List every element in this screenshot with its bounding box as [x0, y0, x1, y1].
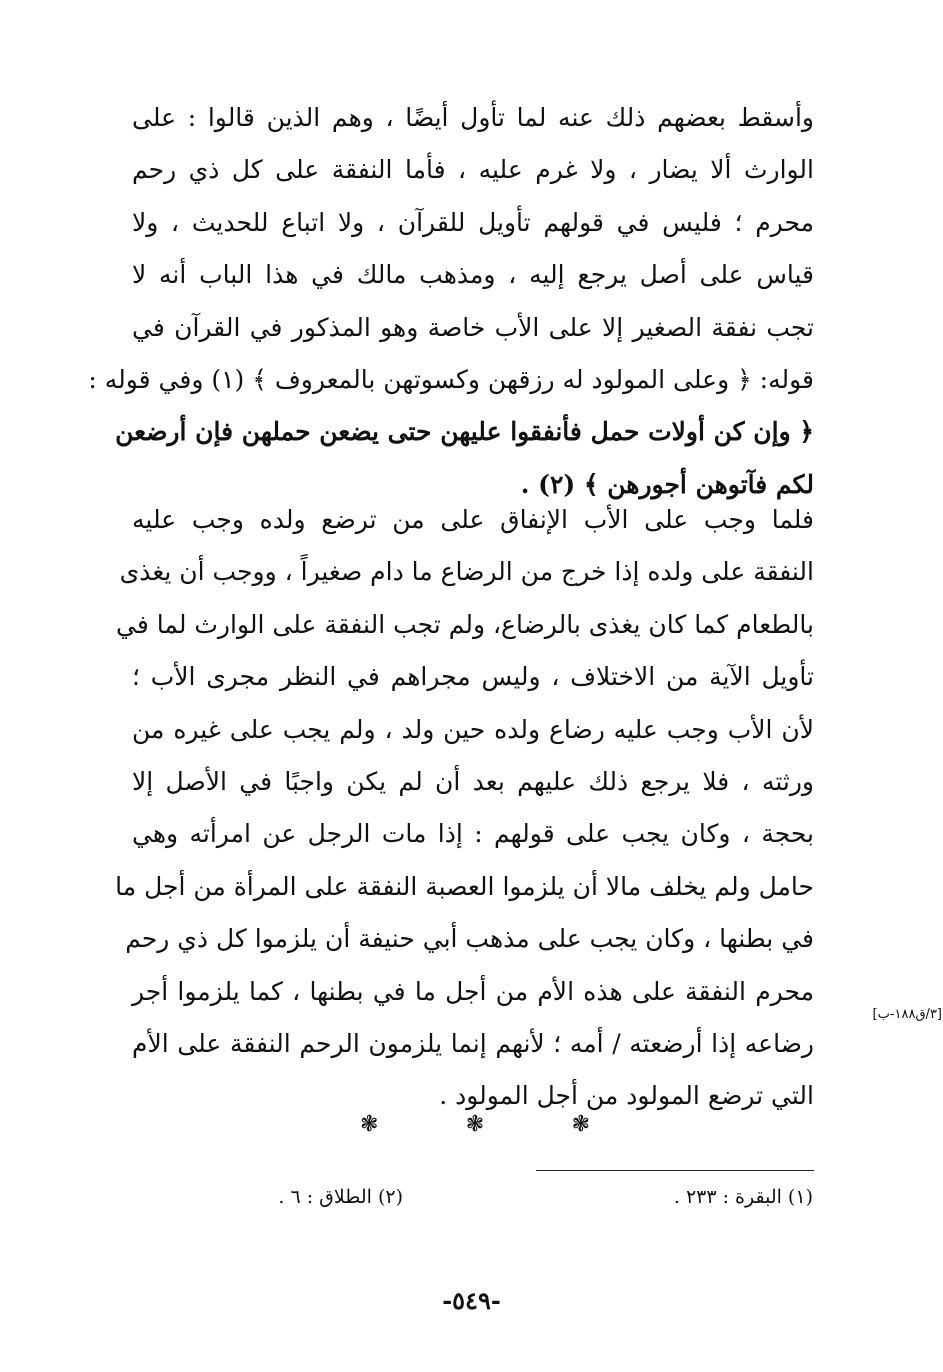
text-line: لأن الأب وجب عليه رضاع ولده حين ولد ، ولم يجب على غيره من	[132, 714, 814, 744]
paragraph-2	[115, 494, 815, 1123]
separator-star-icon: ❃	[571, 1112, 590, 1137]
text-line: فلما وجب على الأب الإنفاق على من ترضع ولده وجب عليه	[132, 505, 815, 534]
text-line: بحجة ، وكان يجب على قولهم : إذا مات الرجل عن امرأته وهي	[132, 819, 814, 849]
text-line: رضاعه إذا أرضعته / أمه ؛ لأنهم إنما يلزمون الرحم النفقة على الأم	[132, 1028, 814, 1058]
text-line: وأسقط بعضهم ذلك عنه لما تأول أيضًا ، وهم الذين قالوا : على	[132, 103, 814, 132]
text-line: تأويل الآية من الاختلاف ، وليس مجراهم في النظر مجرى الأب ؛	[132, 662, 814, 692]
text-line: محرم ؛ فليس في قولهم تأويل للقرآن ، ولا اتباع للحديث ، ولا	[132, 207, 814, 237]
text-line: لكم فآتوهن أجورهن ﴾ (٢) .	[520, 469, 814, 499]
footnote-2: (٢) الطلاق : ٦ .	[278, 1186, 403, 1208]
text-line: في بطنها ، وكان يجب على مذهب أبي حنيفة أن يلزموا كل ذي رحم	[125, 924, 814, 954]
text-line: ورثته ، فلا يرجع ذلك عليهم بعد أن لم يكن واجبًا في الأصل إلا	[132, 766, 814, 796]
text-line: تجب نفقة الصغير إلا على الأب خاصة وهو المذكور في القرآن في	[132, 312, 814, 342]
paragraph-1	[88, 92, 814, 511]
text-line: حامل ولم يخلف مالا أن يلزموا العصبة النفقة على المرأة من أجل ما	[115, 871, 814, 901]
page-number: -٥٤٩-	[442, 1286, 501, 1315]
text-line: ﴿ وإن كن أولات حمل فأنفقوا عليهن حتى يضعن حملهن فإن أرضعن	[115, 417, 814, 447]
text-line: بالطعام كما كان يغذى بالرضاع، ولم تجب النفقة على الوارث لما في	[116, 609, 814, 639]
separator-star-icon: ❃	[465, 1112, 485, 1137]
manuscript-folio-note: [٣/ق١٨٨-ب]	[872, 1007, 942, 1022]
text-line: قوله: ﴿ وعلى المولود له رزقهن وكسوتهن بالمعروف ﴾ (١) وفي قوله :	[88, 364, 814, 394]
text-line: التي ترضع المولود من أجل المولود .	[439, 1081, 814, 1111]
footnote-divider	[536, 1170, 814, 1171]
separator-star-icon: ❃	[360, 1112, 379, 1137]
footnote-1: (١) البقرة : ٢٣٣ .	[673, 1186, 813, 1208]
text-line: محرم النفقة على هذه الأم من أجل ما في بطنها ، كما يلزموا أجر	[132, 976, 814, 1006]
section-separator	[360, 1112, 590, 1137]
text-line: النفقة على ولده إذا خرج من الرضاع ما دام صغيراً ، ووجب أن يغذى	[119, 557, 814, 587]
text-line: الوارث ألا يضار ، ولا غرم عليه ، فأما النفقة على كل ذي رحم	[132, 155, 814, 185]
text-line: قياس على أصل يرجع إليه ، ومذهب مالك في هذا الباب أنه لا	[132, 260, 814, 290]
